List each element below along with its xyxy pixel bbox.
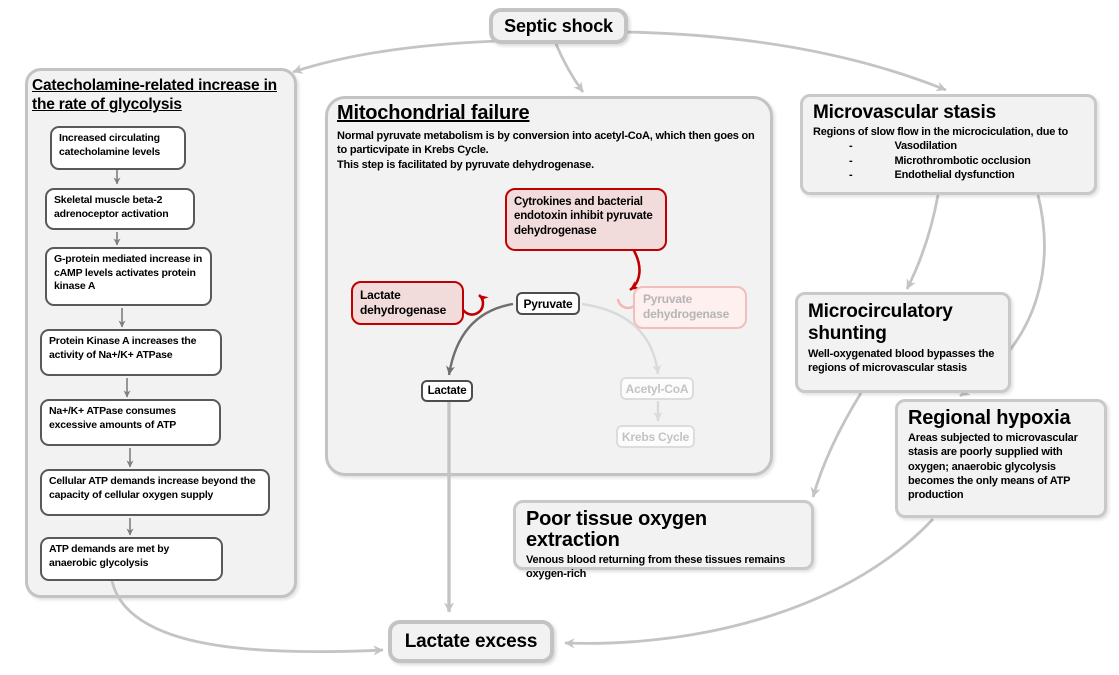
- lactate-dehydrogenase-box: Lactate dehydrogenase: [351, 281, 464, 325]
- microvascular-stasis-title: Microvascular stasis: [813, 102, 996, 123]
- pyruvate-dehydrogenase-box: Pyruvate dehydrogenase: [633, 286, 747, 329]
- microcirculatory-shunting-body: Well-oxygenated blood bypasses the regions of microvascular stasis: [808, 347, 995, 374]
- arrow-septic-to-catecholamine: [293, 41, 498, 72]
- arrow-glycolysis-to-lactate-excess: [112, 581, 383, 652]
- step-protein-kinase-a: Protein Kinase A increases the activity of Na+/K+ ATPase: [40, 329, 222, 376]
- lactate-node: Lactate: [421, 380, 473, 402]
- septic-shock-node: [489, 8, 628, 44]
- cytokine-inhibitor-box: Cytrokines and bacterial endotoxin inhibit pyruvate dehydrogenase: [505, 188, 667, 251]
- microvascular-stasis-subtitle: Regions of slow flow in the microciculation, due to: [813, 125, 1069, 138]
- arrow-shunting-to-poor-extraction: [813, 393, 861, 497]
- arrow-stasis-to-shunting: [907, 195, 938, 289]
- step-atpase-consumes-atp: Na+/K+ ATPase consumes excessive amounts of ATP: [40, 399, 221, 446]
- poor-tissue-oxygen-extraction-body: Venous blood returning from these tissues remains oxygen-rich: [526, 554, 786, 581]
- microcirculatory-shunting-title: Microcirculatory shunting: [808, 301, 953, 344]
- lactate-excess-node: [388, 620, 554, 663]
- arrow-ldh-catalysis-hook: [461, 295, 483, 314]
- septic-shock-label: Septic shock: [504, 15, 613, 36]
- step-beta2-adrenoceptor: Skeletal muscle beta-2 adrenoceptor activation: [45, 188, 195, 230]
- regional-hypoxia-title: Regional hypoxia: [908, 407, 1071, 429]
- catecholamine-panel-title: Catecholamine-related increase in the rate of glycolysis: [32, 77, 277, 114]
- arrow-cytokines-inhibit-pdh: [630, 249, 639, 290]
- description-line-1: Normal pyruvate metabolism is by conversion into acetyl-CoA, which then goes on to particvipate in Krebs Cycle.: [337, 130, 755, 157]
- step-increased-catecholamine: Increased circulating catecholamine levels: [50, 126, 186, 170]
- regional-hypoxia-body: Areas subjected to microvascular stasis are poorly supplied with oxygen; anaerobic glycolysis becomes the only means of ATP production: [908, 432, 1078, 502]
- cause-vasodilation: - Vasodilation: [813, 139, 1084, 153]
- step-anaerobic-glycolysis: ATP demands are met by anaerobic glycolysis: [40, 537, 223, 581]
- pyruvate-node: Pyruvate: [516, 292, 580, 315]
- arrow-septic-to-mitochondrial: [556, 44, 583, 92]
- description-line-2: This step is facilitated by pyruvate dehydrogenase.: [337, 158, 594, 171]
- mitochondrial-failure-description: [337, 129, 761, 172]
- cause-microthrombotic: - Microthrombotic occlusion: [813, 154, 1084, 168]
- lactate-excess-label: Lactate excess: [404, 630, 538, 652]
- acetyl-coa-node: Acetyl-CoA: [620, 377, 694, 400]
- poor-tissue-oxygen-extraction-card: [513, 500, 814, 581]
- microvascular-stasis-card: [800, 94, 1097, 195]
- cause-endothelial: - Endothelial dysfunction: [813, 168, 1084, 182]
- step-gprotein-camp: G-protein mediated increase in cAMP levels activates protein kinase A: [45, 247, 212, 306]
- arrow-septic-to-microvascular: [627, 32, 946, 90]
- step-atp-demands-exceed: Cellular ATP demands increase beyond the capacity of cellular oxygen supply: [40, 469, 270, 516]
- krebs-cycle-node: Krebs Cycle: [616, 425, 695, 448]
- regional-hypoxia-card: [895, 399, 1107, 518]
- poor-tissue-oxygen-extraction-title: Poor tissue oxygen extraction: [526, 508, 707, 551]
- microcirculatory-shunting-card: [795, 292, 1011, 393]
- mitochondrial-failure-title: Mitochondrial failure: [337, 102, 530, 124]
